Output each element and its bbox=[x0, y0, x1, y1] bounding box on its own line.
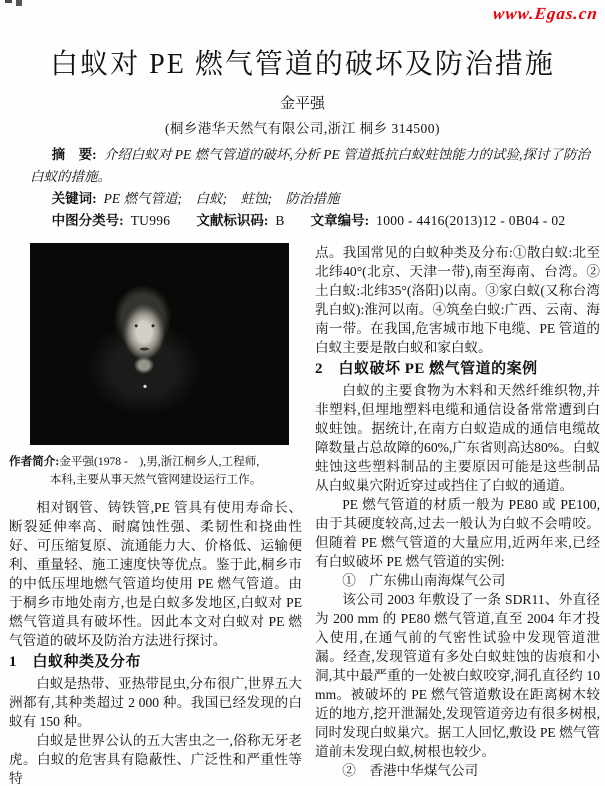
damage-paragraph-2: PE 燃气管道的材质一般为 PE80 或 PE100,由于其硬度较高,过去一般认为白蚁不会啃咬。但随着 PE 燃气管道的大量应用,近两年来,已经有白蚁破坏 PE 燃气管道的实例: bbox=[315, 497, 600, 569]
author-bio bbox=[9, 453, 302, 489]
case-1-heading: ① 广东佛山南海煤气公司 bbox=[342, 573, 506, 588]
article-no-label: 文章编号: bbox=[310, 213, 370, 228]
doc-code-label: 文献标识码: bbox=[196, 213, 269, 228]
damage-paragraph-1: 白蚁的主要食物为木料和天然纤维织物,并非塑料,但埋地塑料电缆和通信设备常常遭到白蚁蛀蚀。据统计,在南方白蚁造成的通信电缆故障数量占总故障的60%,广东省则高达80%。白蚁蛀蚀这些塑料制品的主要原因可能是这些制品从白蚁巢穴附近穿过或挡住了白蚁的通道。 bbox=[315, 383, 600, 493]
author-bio-text: 金平强(1978 - ),男,浙江桐乡人,工程师, bbox=[59, 455, 260, 468]
paper-title: 白蚁对 PE 燃气管道的破坏及防治措施 bbox=[50, 49, 555, 80]
keywords-label: 关键词: bbox=[51, 191, 97, 206]
abstract-block bbox=[30, 144, 590, 232]
abstract-line bbox=[30, 144, 590, 188]
author-bio-line-1 bbox=[9, 453, 302, 471]
section-2-heading: 2 白蚁破坏 PE 燃气管道的案例 bbox=[315, 361, 538, 377]
species-paragraph-2: 白蚁是世界公认的五大害虫之一,俗称无牙老虎。白蚁的危害具有隐蔽性、广泛性和严重性等特 bbox=[9, 733, 302, 786]
left-column bbox=[9, 243, 302, 786]
doc-code-value: B bbox=[275, 213, 285, 228]
case-2-heading: ② 香港中华煤气公司 bbox=[342, 763, 479, 778]
right-column bbox=[315, 243, 600, 780]
author-photo bbox=[30, 243, 289, 445]
continuation-paragraph: 点。我国常见的白蚁种类及分布:①散白蚁:北至北纬40°(北京、天津一带),南至海南、台湾。②土白蚁:北纬35°(洛阳)以南。③家白蚁(又称台湾乳白蚁):淮河以南。④筑垒白蚁:广西、云南、海南一带。在我国,危害城市地下电缆、PE 管道的白蚁主要是散白蚁和家白蚁。 bbox=[315, 245, 600, 355]
abstract-label: 摘 要: bbox=[51, 147, 97, 162]
species-paragraph-1: 白蚁是热带、亚热带昆虫,分布很广,世界五大洲都有,其种类超过 2 000 种。我国已经发现的白蚁有 150 种。 bbox=[9, 676, 302, 729]
intro-paragraph: 相对钢管、铸铁管,PE 管具有使用寿命长、断裂延伸率高、耐腐蚀性强、柔韧性和挠曲性好、可压缩复原、流通能力大、价格低、运输便利、重量轻、施工速度快等优点。鉴于此,桐乡市的中低压埋地燃气管道均使用 PE 燃气管道。由于桐乡市地处南方,也是白蚁多发地区,白蚁对 PE 燃气管道具有破坏性。因此本文对白蚁对 PE 燃气管道的破坏及防治方法进行探讨。 bbox=[9, 500, 302, 648]
clc-label: 中图分类号: bbox=[51, 213, 124, 228]
scan-artifact bbox=[5, 0, 23, 7]
watermark-url: www.Egas.cn bbox=[492, 4, 600, 23]
section-1-heading: 1 白蚁种类及分布 bbox=[9, 654, 142, 670]
classification-line bbox=[30, 210, 590, 232]
author-bio-line-2: 本科,主要从事天然气管网建设运行工作。 bbox=[49, 473, 262, 486]
clc-value: TU996 bbox=[130, 213, 171, 228]
author-affiliation: (桐乡港华天然气有限公司,浙江 桐乡 314500) bbox=[164, 121, 441, 136]
abstract-text: 介绍白蚁对 PE 燃气管道的破坏,分析 PE 管道抵抗白蚁蛀蚀能力的试验,探讨了防治白蚁的措施。 bbox=[30, 147, 591, 184]
keywords-text: PE 燃气管道; 白蚁; 蛀蚀; 防治措施 bbox=[103, 191, 340, 206]
article-no-value: 1000 - 4416(2013)12 - 0B04 - 02 bbox=[376, 213, 566, 228]
case-1-paragraph: 该公司 2003 年敷设了一条 SDR11、外直径为 200 mm 的 PE80 燃气管道,直至 2004 年才投入使用,在通气前的气密性试验中发现管道泄漏。经查,发现管道有多处白蚁蛀蚀的齿痕和小洞,其中最严重的一处被白蚁咬穿,洞孔直径约 10 mm。被破坏的 PE 燃气管道敷设在距离树木较近的地方,挖开泄漏处,发现管道旁边有很多树根,同时发现白蚁巢穴。据工人回忆,敷设 PE 燃气管道前未发现白蚁,树根也较少。 bbox=[315, 592, 600, 759]
author-name: 金平强 bbox=[279, 96, 325, 112]
keywords-line bbox=[30, 188, 590, 210]
author-bio-label: 作者简介: bbox=[9, 455, 60, 468]
